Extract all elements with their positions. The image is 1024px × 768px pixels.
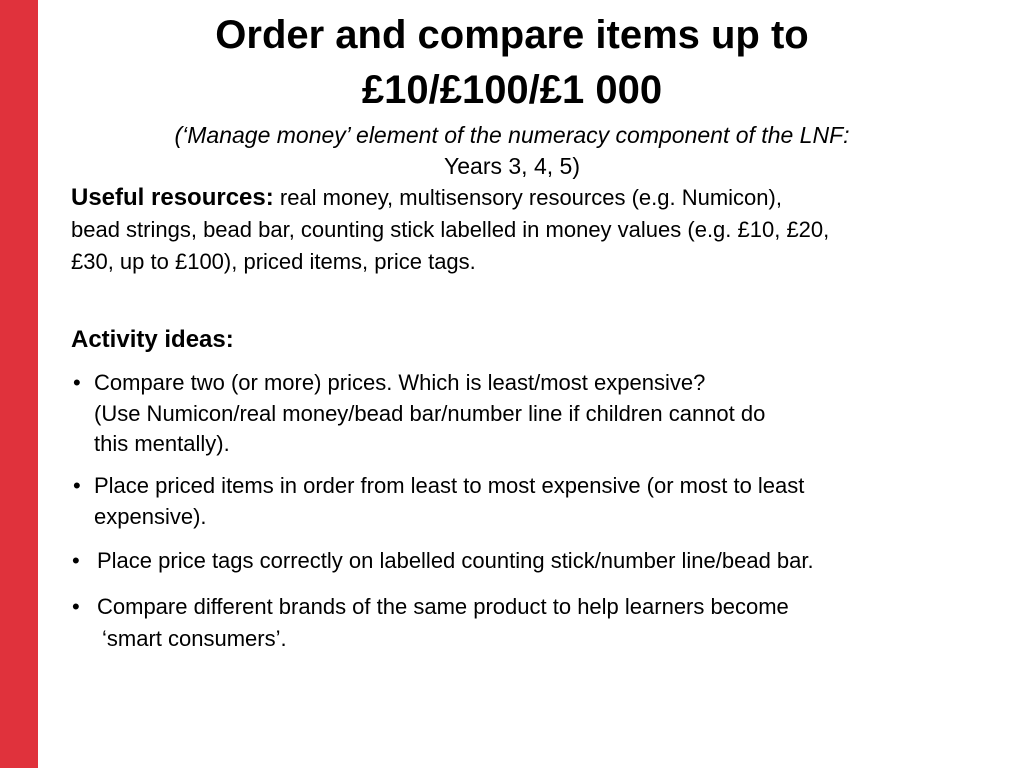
activity-1-line-1: Compare two (or more) prices. Which is least/most expensive? — [94, 370, 706, 395]
resources-line-2: bead strings, bead bar, counting stick labelled in money values (e.g. £10, £20, — [71, 217, 830, 242]
activity-2-line-1: Place priced items in order from least to most expensive (or most to least — [94, 473, 805, 498]
resources-line-1 — [71, 184, 782, 212]
resources-heading: Useful resources: — [71, 184, 274, 211]
activity-4-line-1: Compare different brands of the same product to help learners become — [97, 594, 789, 619]
activity-4-line-2: ‘smart consumers’. — [102, 626, 287, 651]
bullet-4: • — [72, 594, 80, 619]
resources-text-1: real money, multisensory resources (e.g. Numicon), — [273, 185, 782, 210]
subtitle-line-1: (‘Manage money’ element of the numeracy component of the LNF: — [174, 122, 850, 148]
activities-heading: Activity ideas: — [71, 326, 234, 353]
activity-1-line-3: this mentally). — [94, 431, 230, 456]
activity-3-line-1: Place price tags correctly on labelled counting stick/number line/bead bar. — [97, 548, 814, 573]
activity-2-line-2: expensive). — [94, 504, 207, 529]
bullet-3: • — [72, 548, 80, 573]
slide-title-line-1: Order and compare items up to — [215, 13, 809, 57]
activity-1-line-2: (Use Numicon/real money/bead bar/number line if children cannot do — [94, 401, 766, 426]
bullet-2: • — [73, 473, 81, 498]
accent-sidebar — [0, 0, 38, 768]
subtitle-line-2: Years 3, 4, 5) — [444, 153, 580, 179]
bullet-1: • — [73, 370, 81, 395]
resources-line-3: £30, up to £100), priced items, price tags. — [71, 249, 476, 274]
slide-title-line-2: £10/£100/£1 000 — [361, 68, 663, 112]
